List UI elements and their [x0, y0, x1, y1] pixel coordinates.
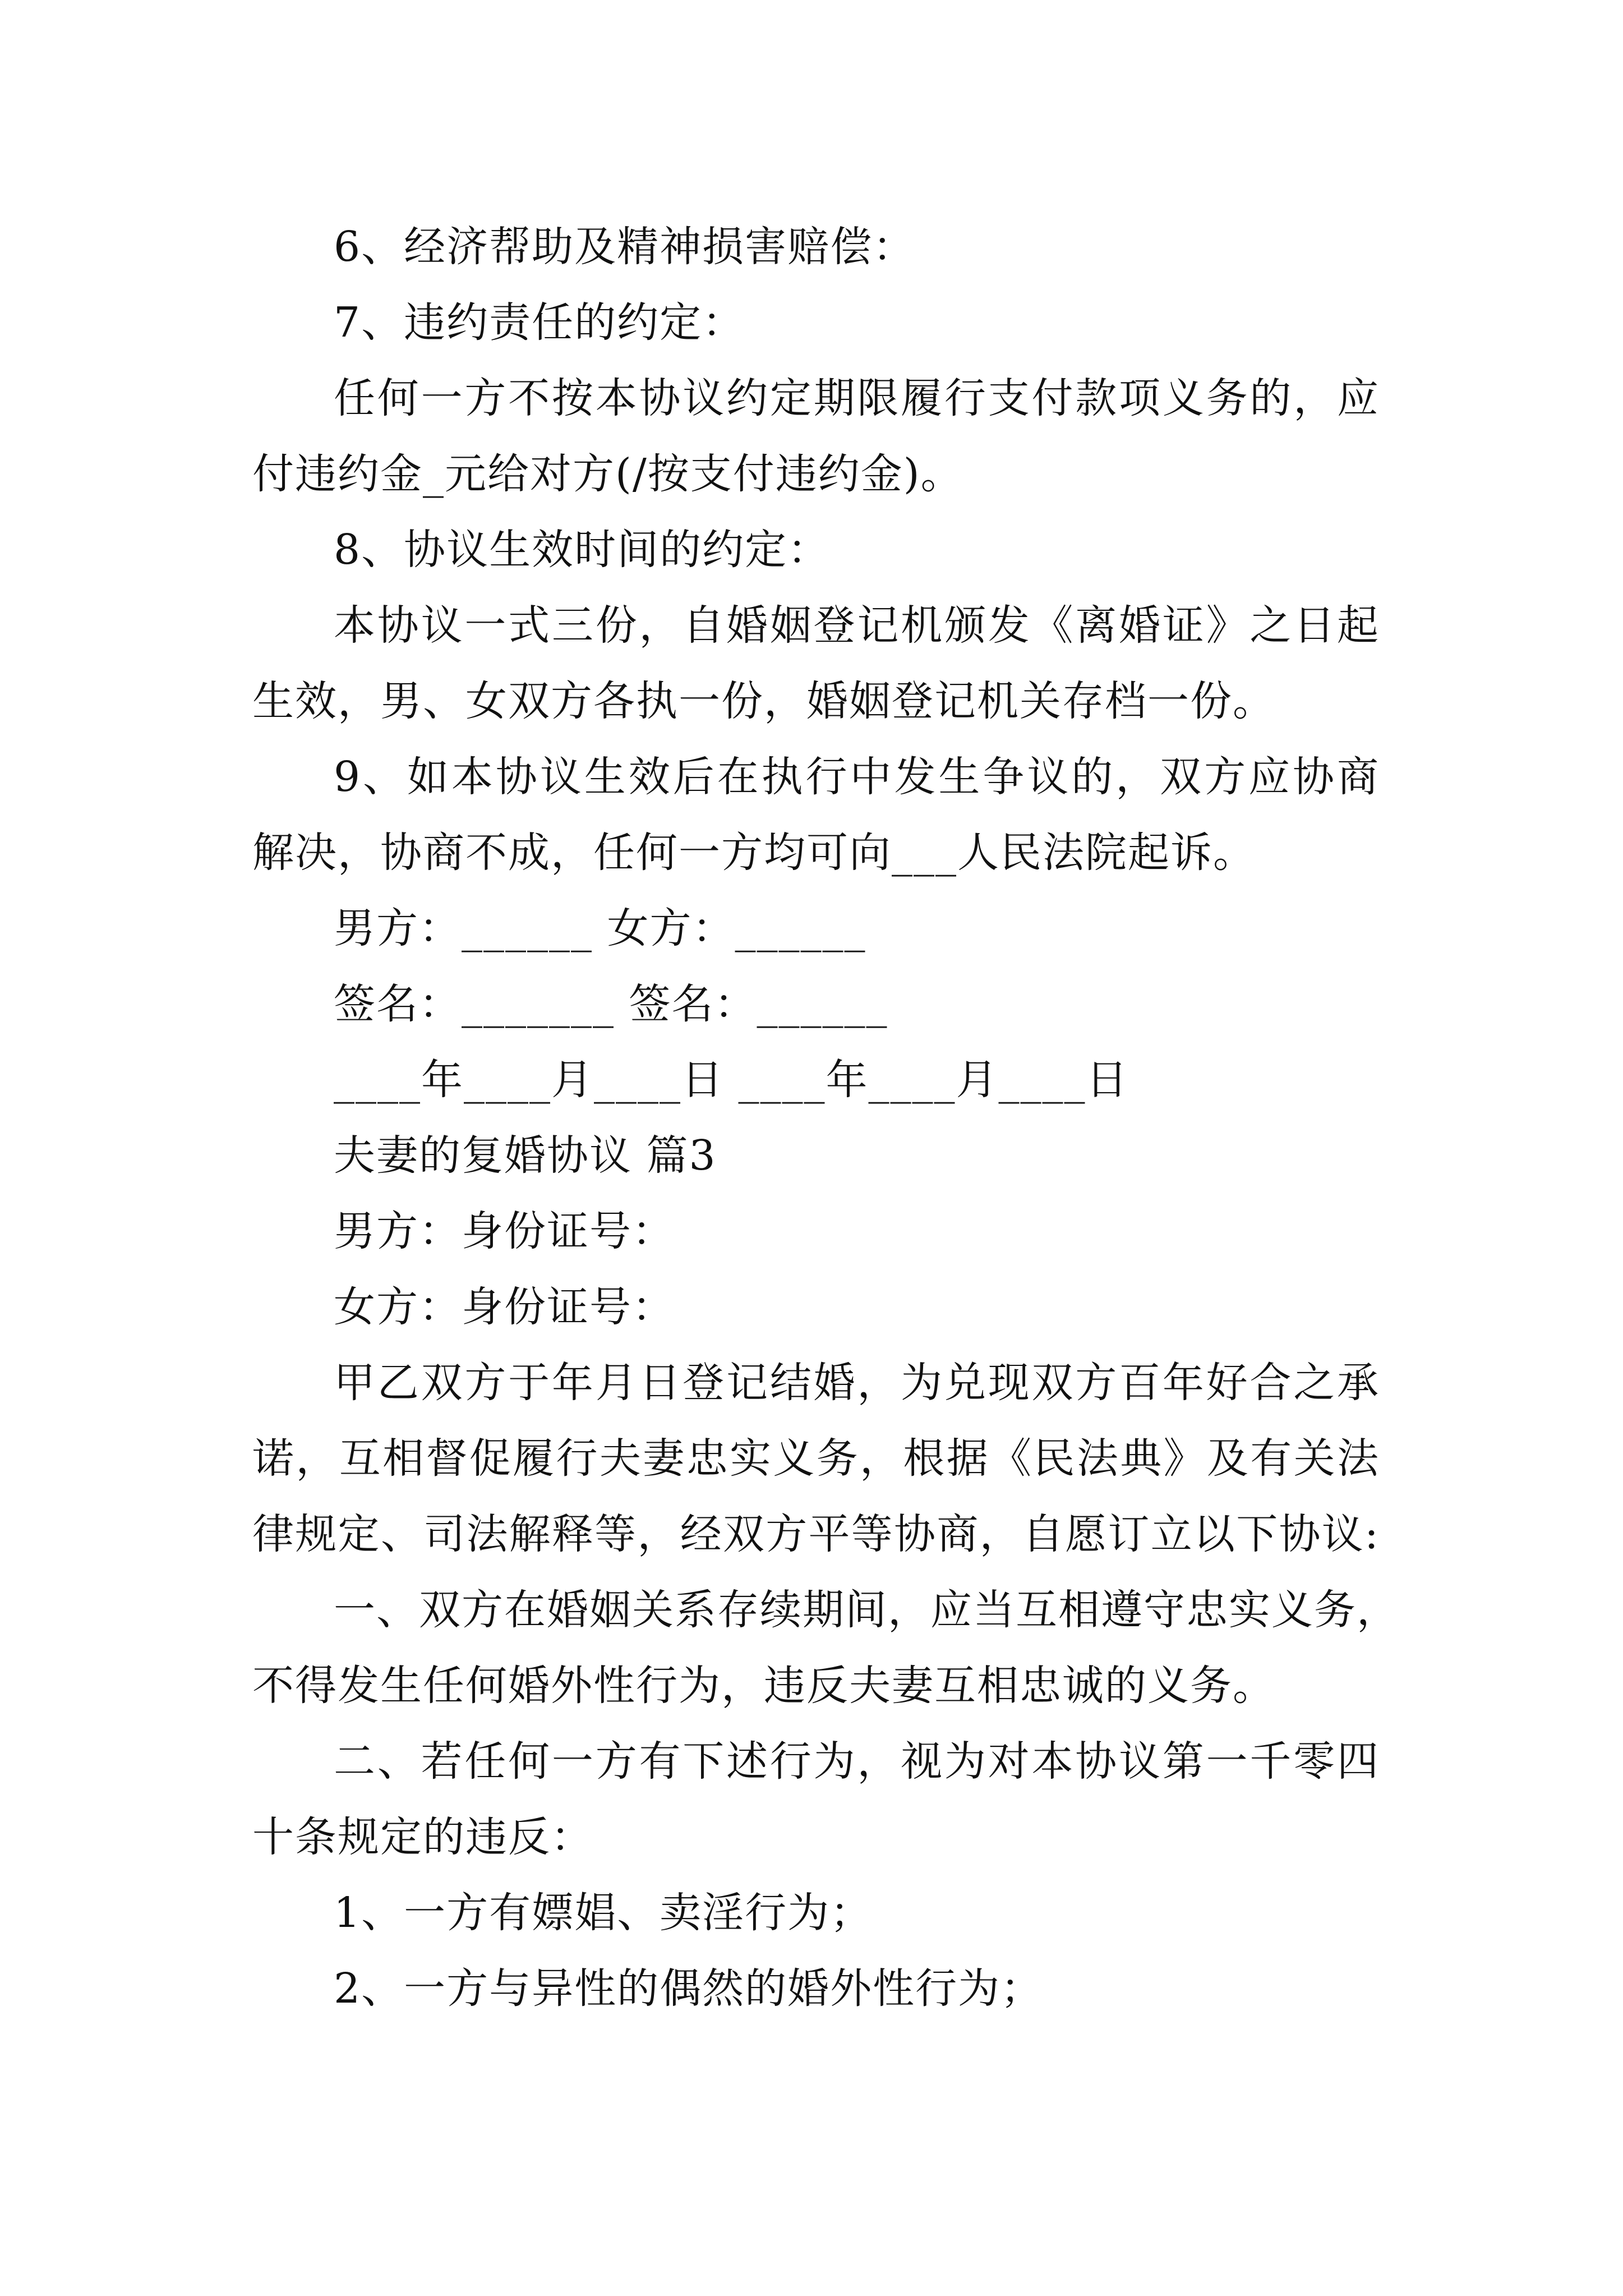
list-item: 1、一方有嫖娼、卖淫行为；	[334, 1889, 873, 1937]
female-id-line: 女方：身份证号：	[334, 1283, 675, 1331]
paragraph-line: 本协议一式三份，自婚姻登记机颁发《离婚证》之日起	[334, 601, 1380, 650]
clause-6-heading: 6、经济帮助及精神损害赔偿：	[334, 223, 916, 271]
clause-7-heading: 7、违约责任的约定：	[334, 298, 745, 347]
paragraph-line: 生效，男、女双方各执一份，婚姻登记机关存档一份。	[252, 677, 1275, 725]
clause-9-line: 9、如本协议生效后在执行中发生争议的，双方应协商	[334, 753, 1380, 801]
male-id-line: 男方：身份证号：	[334, 1207, 675, 1255]
section-title: 夫妻的复婚协议 篇3	[334, 1131, 717, 1180]
signature-line: 签名：_______ 签名：______	[334, 980, 888, 1028]
list-item: 2、一方与异性的偶然的婚外性行为；	[334, 1964, 1044, 2013]
party-names-line: 男方：______ 女方：______	[334, 904, 866, 953]
paragraph-line: 甲乙双方于年月日登记结婚，为兑现双方百年好合之承	[334, 1359, 1380, 1407]
paragraph-line: 付违约金_元给对方(/按支付违约金)。	[252, 450, 963, 498]
paragraph-line: 诺，互相督促履行夫妻忠实义务，根据《民法典》及有关法	[252, 1434, 1380, 1483]
paragraph-line: 任何一方不按本协议约定期限履行支付款项义务的，应	[334, 374, 1380, 422]
paragraph-line: 不得发生任何婚外性行为，违反夫妻互相忠诚的义务。	[252, 1662, 1275, 1710]
article-2-line: 二、若任何一方有下述行为，视为对本协议第一千零四	[334, 1737, 1380, 1786]
paragraph-line: 律规定、司法解释等，经双方平等协商，自愿订立以下协议:	[252, 1510, 1380, 1558]
paragraph-line: 解决，协商不成，任何一方均可向___人民法院起诉。	[252, 829, 1256, 877]
clause-8-heading: 8、协议生效时间的约定：	[334, 526, 831, 574]
date-line: ____年____月____日 ____年____月____日	[334, 1056, 1129, 1104]
paragraph-line: 十条规定的违反：	[252, 1813, 593, 1861]
article-1-line: 一、双方在婚姻关系存续期间，应当互相遵守忠实义务，	[334, 1586, 1399, 1634]
